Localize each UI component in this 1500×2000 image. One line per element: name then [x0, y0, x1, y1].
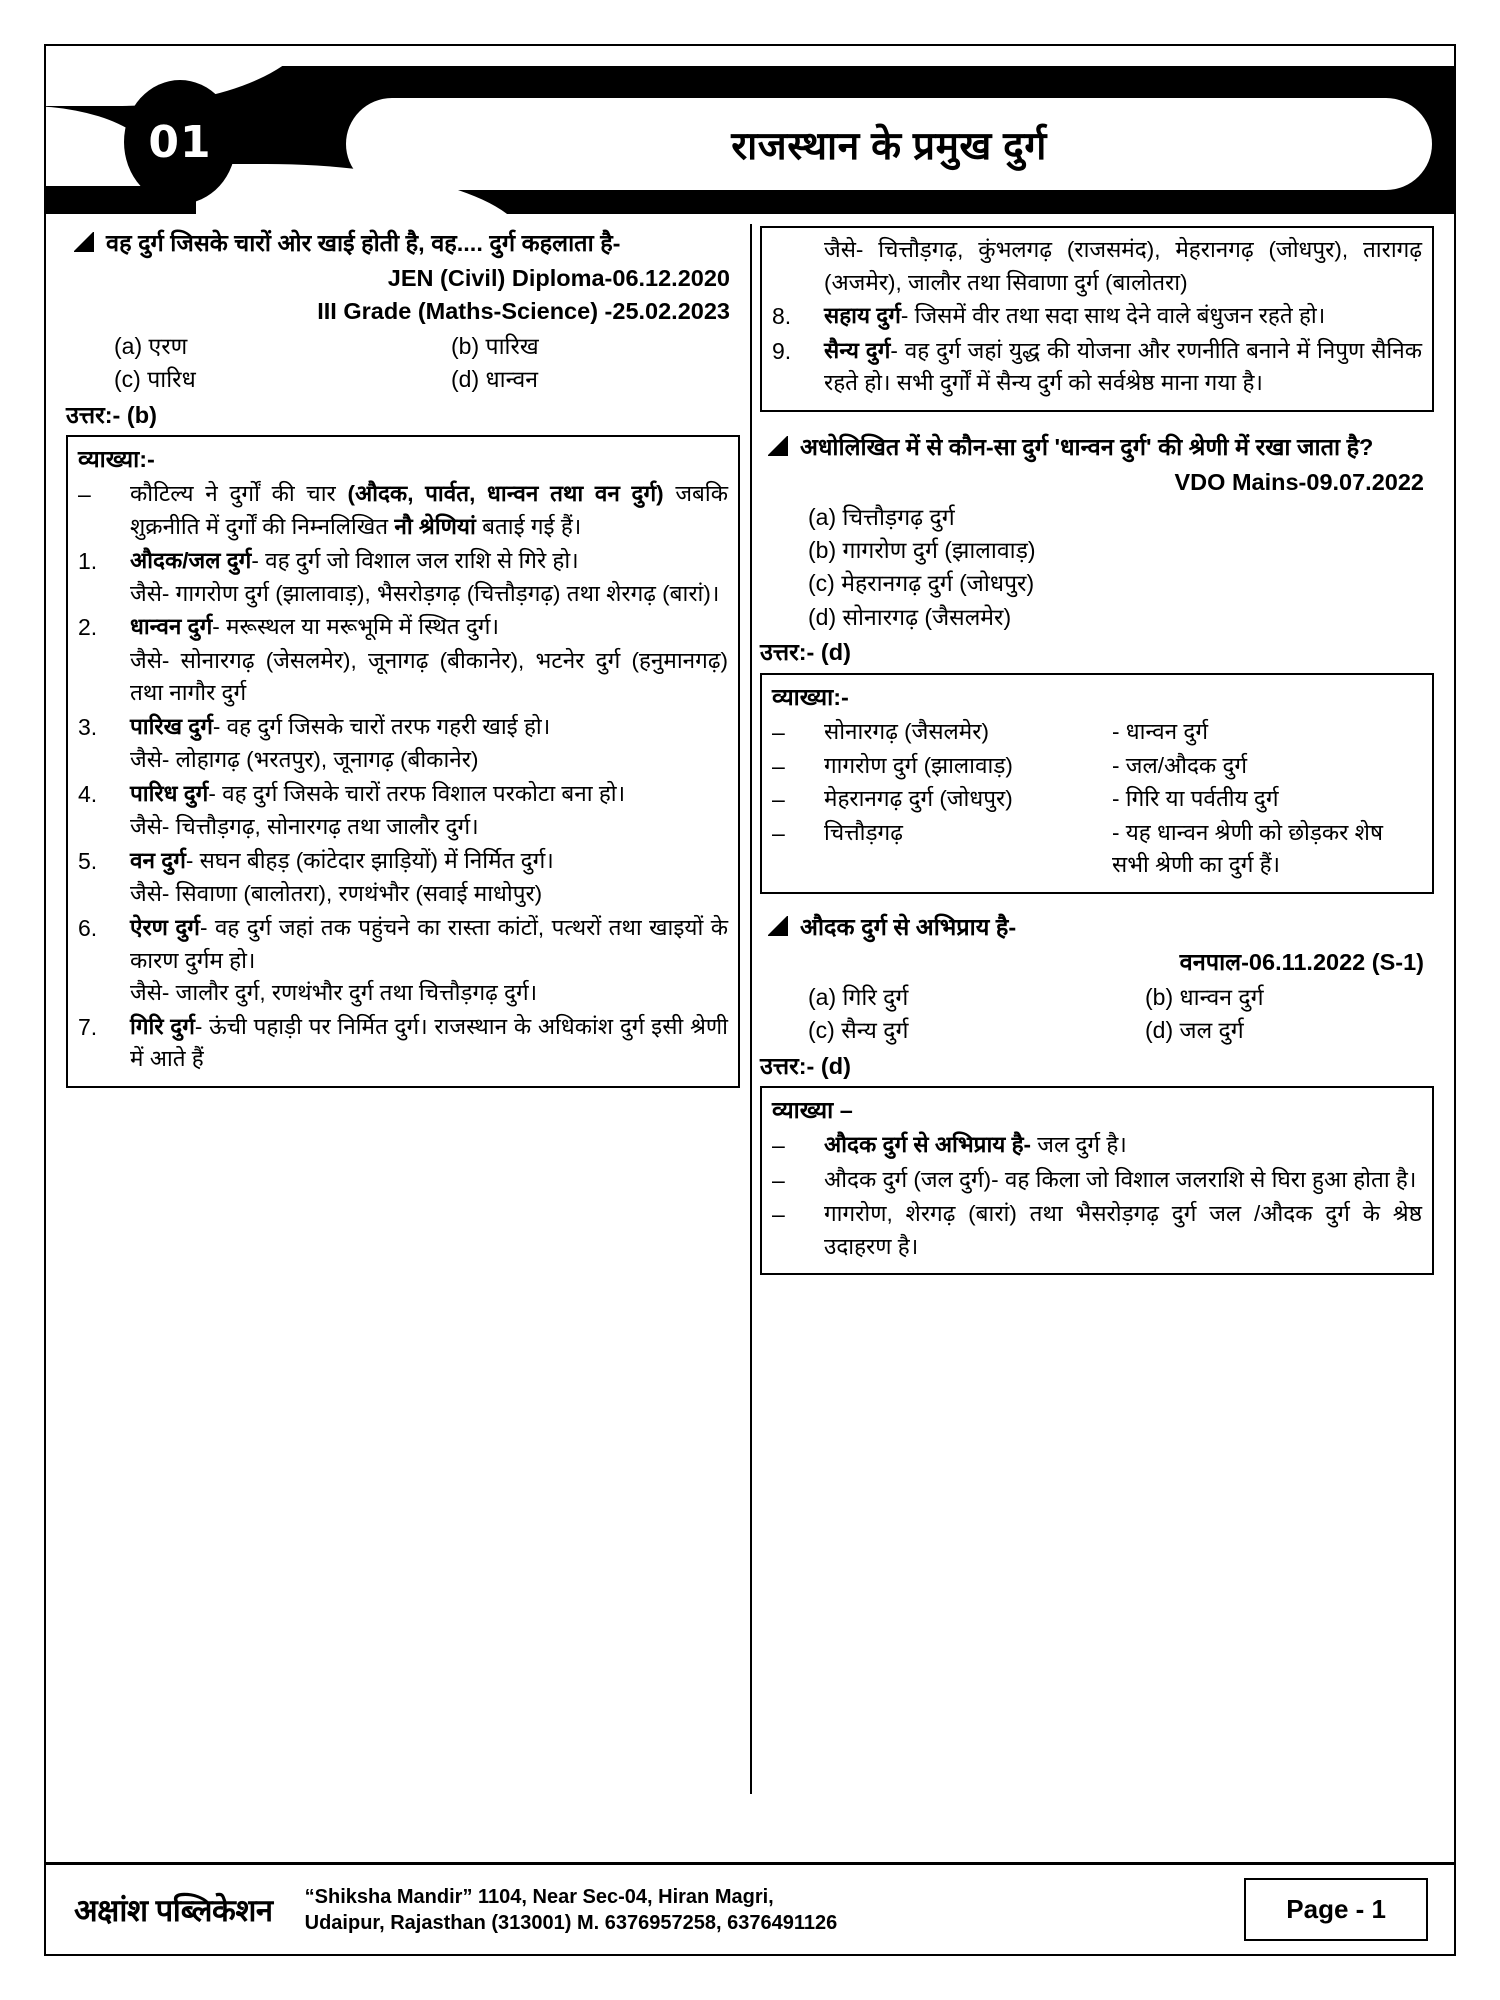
content-columns — [46, 216, 1454, 1806]
item-example: जैसे- सिवाणा (बालोतरा), रणथंभौर (सवाई माधोपुर) — [130, 881, 543, 907]
question-bullet-icon — [768, 436, 788, 456]
publisher-brand: अक्षांश पब्लिकेशन — [74, 1892, 273, 1928]
question-3-explanation-box — [760, 1086, 1434, 1275]
address-line-2: Udaipur, Rajasthan (313001) M. 6376957258, 6376491126 — [304, 1911, 838, 1934]
option-row — [760, 1014, 1434, 1047]
page-container — [44, 44, 1456, 1956]
item-text: ऐरण दुर्ग- वह दुर्ग जहां तक पहुंचने का रास्ता कांटों, पत्थरों तथा खाइयों के कारण दुर्गम हो। — [130, 914, 728, 973]
mapping-row — [772, 817, 1422, 882]
item-number: 7. — [78, 1013, 98, 1040]
mapping-right: - यह धान्वन श्रेणी को छोड़कर शेष सभी श्रेणी का दुर्ग हैं। — [1112, 819, 1383, 878]
question-3-answer: उत्तर:- (d) — [760, 1052, 851, 1079]
question-2 — [760, 430, 1434, 464]
publisher-address — [287, 1884, 1231, 1936]
item-text: धान्वन दुर्ग- मरूस्थल या मरूभूमि में स्थित दुर्ग। — [130, 614, 499, 640]
item-number: 1. — [78, 547, 98, 574]
continued-explanation-box — [760, 226, 1434, 412]
question-1-explanation-box — [66, 435, 740, 1088]
item-example: जैसे- लोहागढ़ (भरतपुर), जूनागढ़ (बीकानेर) — [130, 747, 479, 773]
list-item — [772, 1129, 1422, 1162]
list-item — [78, 912, 728, 977]
item-number: 9. — [772, 337, 792, 364]
question-2-options — [760, 501, 1434, 634]
list-item — [78, 611, 728, 644]
option-b[interactable]: (b) गागरोण दुर्ग (झालावाड़) — [808, 537, 1036, 564]
item-text: सैन्य दुर्ग- वह दुर्ग जहां युद्ध की योजना और रणनीति बनाने में निपुण सैनिक रहते हो। सभी दुर्गों में सैन्य दुर्ग को सर्वश्रेष्ठ माना गया है। — [824, 337, 1422, 396]
item-example: जैसे- चित्तौड़गढ़, सोनारगढ़ तथा जालौर दुर्ग। — [130, 814, 479, 840]
item-example: जैसे- सोनारगढ़ (जेसलमेर), जूनागढ़ (बीकानेर), भटनेर दुर्ग (हनुमानगढ़) तथा नागौर दुर्ग — [130, 647, 728, 706]
item-example: जैसे- जालौर दुर्ग, रणथंभौर दुर्ग तथा चित्तौड़गढ़ दुर्ग। — [130, 980, 538, 1006]
item-text: पारिख दुर्ग- वह दुर्ग जिसके चारों तरफ गहरी खाई हो। — [130, 714, 551, 740]
list-item — [78, 778, 728, 811]
option-row — [66, 363, 740, 396]
question-1 — [66, 226, 740, 260]
item-text: गागरोण, शेरगढ़ (बारां) तथा भैसरोड़गढ़ दुर्ग जल /औदक दुर्ग के श्रेष्ठ उदाहरण है। — [824, 1201, 1422, 1259]
option-d[interactable]: (d) सोनारगढ़ (जैसलमेर) — [808, 603, 1012, 630]
mapping-left: सोनारगढ़ (जैसलमेर) — [824, 718, 989, 744]
mapping-row — [772, 783, 1422, 816]
item-example: जैसे- गागरोण दुर्ग (झालावाड़), भैसरोड़गढ़ (चित्तौड़गढ़) तथा शेरगढ़ (बारां)। — [130, 580, 720, 606]
option-b[interactable]: (b) पारिख — [451, 332, 539, 359]
question-2-text: अधोलिखित में से कौन-सा दुर्ग 'धान्वन दुर्ग' की श्रेणी में रखा जाता है? — [800, 433, 1374, 460]
item-number: 3. — [78, 714, 98, 741]
dash-marker: – — [772, 1166, 785, 1193]
left-column — [56, 222, 750, 1806]
option-c[interactable]: (c) मेहरानगढ़ दुर्ग (जोधपुर) — [808, 570, 1035, 597]
item-text: वन दुर्ग- सघन बीहड़ (कांटेदार झाड़ियों) में निर्मित दुर्ग। — [130, 848, 554, 873]
list-item — [772, 335, 1422, 400]
item-number: 2. — [78, 614, 98, 641]
mapping-left: गागरोण दुर्ग (झालावाड़) — [824, 752, 1013, 778]
option-c[interactable]: (c) सैन्य दुर्ग — [808, 1017, 909, 1044]
item-number: 8. — [772, 303, 792, 330]
list-item — [78, 845, 728, 878]
question-bullet-icon — [768, 916, 788, 936]
list-item — [78, 545, 728, 578]
mapping-left: चित्तौड़गढ़ — [824, 819, 903, 845]
option-row — [66, 330, 740, 363]
item-text: पारिध दुर्ग- वह दुर्ग जिसके चारों तरफ विशाल परकोटा बना हो। — [130, 781, 626, 807]
question-3-text: औदक दुर्ग से अभिप्राय है- — [800, 914, 1017, 941]
item-text: सहाय दुर्ग- जिसमें वीर तथा सदा साथ देने वाले बंधुजन रहते हो। — [824, 303, 1326, 329]
dash-marker: – — [772, 718, 785, 745]
explanation-title: व्याख्या – — [772, 1097, 853, 1124]
mapping-row — [772, 750, 1422, 783]
option-a[interactable]: (a) चित्तौड़गढ़ दुर्ग — [808, 503, 955, 530]
page-number-box: Page - 1 — [1244, 1878, 1428, 1941]
item-number: 5. — [78, 848, 98, 874]
mapping-right: - धान्वन दुर्ग — [1112, 718, 1209, 744]
mapping-row — [772, 716, 1422, 749]
question-1-source-1: JEN (Civil) Diploma-06.12.2020 — [387, 265, 730, 292]
right-column — [750, 222, 1444, 1806]
explanation-title: व्याख्या:- — [772, 683, 849, 710]
option-c[interactable]: (c) पारिध — [114, 366, 196, 393]
mapping-left: मेहरानगढ़ दुर्ग (जोधपुर) — [824, 786, 1013, 812]
dash-marker: – — [772, 1132, 785, 1159]
question-1-options — [66, 330, 740, 397]
column-divider — [750, 224, 752, 1794]
item-text: औदक दुर्ग से अभिप्राय है- जल दुर्ग है। — [824, 1132, 1127, 1158]
item-number: 4. — [78, 781, 98, 808]
option-row — [760, 981, 1434, 1014]
item-text: गिरि दुर्ग- ऊंची पहाड़ी पर निर्मित दुर्ग। राजस्थान के अधिकांश दुर्ग इसी श्रेणी में आते हैं — [130, 1013, 728, 1072]
question-2-explanation-box — [760, 673, 1434, 895]
list-item — [78, 1011, 728, 1076]
explanation-title: व्याख्या:- — [78, 445, 155, 472]
option-b[interactable]: (b) धान्वन दुर्ग — [1145, 984, 1264, 1011]
dash-marker: – — [772, 752, 785, 779]
item-number: 6. — [78, 914, 98, 941]
dash-marker: – — [772, 1201, 785, 1228]
option-d[interactable]: (d) धान्वन — [451, 366, 539, 393]
list-item — [78, 711, 728, 744]
mapping-right: - जल/औदक दुर्ग — [1112, 752, 1248, 778]
address-line-1: “Shiksha Mandir” 1104, Near Sec-04, Hiran Magri, — [304, 1885, 774, 1908]
question-3-options — [760, 981, 1434, 1048]
chapter-number-badge — [124, 80, 236, 204]
continued-example: जैसे- चित्तौड़गढ़, कुंभलगढ़ (राजसमंद), मेहरानगढ़ (जोधपुर), तारागढ़ (अजमेर), जालौर तथा सिवाणा दुर्ग (बालोतरा) — [824, 237, 1422, 295]
list-item — [772, 1198, 1422, 1263]
question-bullet-icon — [74, 232, 94, 252]
option-a[interactable]: (a) एरण — [114, 332, 188, 359]
option-d[interactable]: (d) जल दुर्ग — [1145, 1017, 1244, 1044]
chapter-number: 01 — [148, 116, 212, 168]
question-1-answer: उत्तर:- (b) — [66, 401, 157, 428]
question-1-source-2: III Grade (Maths-Science) -25.02.2023 — [317, 297, 730, 324]
explanation-intro-text: कौटिल्य ने दुर्गों की चार (औदक, पार्वत, धान्वन तथा वन दुर्ग) जबकि शुक्रनीति में दुर्गों की निम्नलिखित नौ श्रेणियां बताई गई हैं। — [130, 481, 728, 539]
question-2-answer: उत्तर:- (d) — [760, 639, 851, 666]
list-item — [772, 300, 1422, 333]
question-2-source: VDO Mains-09.07.2022 — [1174, 468, 1424, 495]
question-1-text: वह दुर्ग जिसके चारों ओर खाई होती है, वह.... दुर्ग कहलाता है- — [106, 230, 621, 256]
page-title: राजस्थान के प्रमुख दुर्ग — [731, 124, 1047, 168]
dash-marker: – — [78, 481, 91, 508]
dash-marker: – — [772, 819, 785, 846]
question-3 — [760, 910, 1434, 944]
explanation-intro — [78, 478, 728, 543]
chapter-header — [46, 46, 1454, 216]
question-3-source: वनपाल-06.11.2022 (S-1) — [1179, 949, 1424, 976]
chapter-title-plate — [346, 98, 1432, 190]
item-text: औदक/जल दुर्ग- वह दुर्ग जो विशाल जल राशि से गिरे हो। — [130, 547, 579, 573]
dash-marker: – — [772, 786, 785, 813]
list-item — [772, 1164, 1422, 1197]
item-text: औदक दुर्ग (जल दुर्ग)- वह किला जो विशाल जलराशि से घिरा हुआ होता है। — [824, 1166, 1417, 1192]
page-footer — [46, 1862, 1454, 1954]
mapping-right: - गिरि या पर्वतीय दुर्ग — [1112, 786, 1279, 812]
option-a[interactable]: (a) गिरि दुर्ग — [808, 984, 909, 1011]
